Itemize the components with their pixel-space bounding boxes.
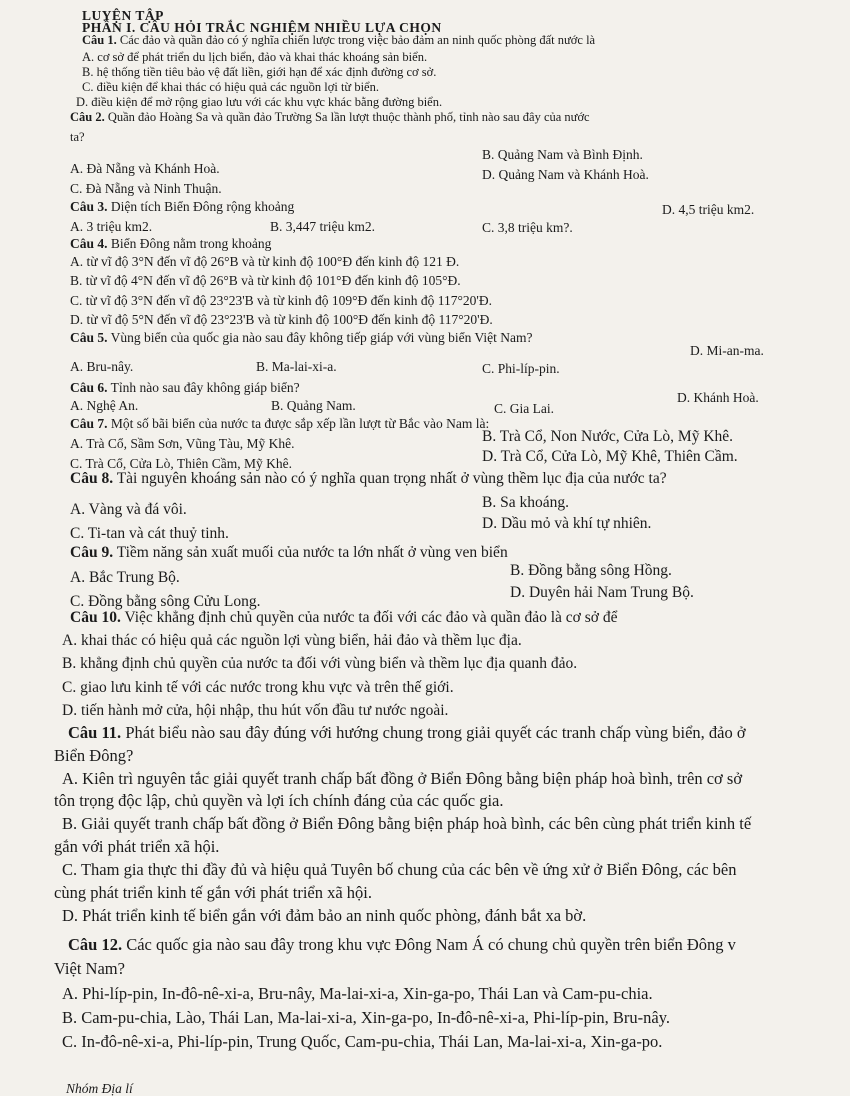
question-text: Quần đảo Hoàng Sa và quần đảo Trường Sa lần lượt thuộc thành phố, tỉnh nào sau đây của nước	[107, 110, 590, 124]
option-d[interactable]: D. 4,5 triệu km2.	[662, 202, 755, 217]
option-c-cont[interactable]: cùng phát triển kinh tế gắn với phát triển xã hội.	[54, 883, 373, 902]
option-d[interactable]: D. tiến hành mở cửa, hội nhập, thu hút vốn đầu tư nước ngoài.	[62, 702, 449, 719]
question-number: Câu 1.	[82, 33, 117, 47]
footer-group-name: Nhóm Địa lí	[66, 1081, 133, 1096]
option-a[interactable]: A. Trà Cổ, Sầm Sơn, Vũng Tàu, Mỹ Khê.	[70, 436, 295, 451]
option-b[interactable]: B. Ma-lai-xi-a.	[256, 359, 337, 374]
question-stem	[70, 237, 271, 251]
question-stem	[70, 471, 667, 487]
question-number: Câu 3.	[70, 199, 108, 214]
option-c[interactable]: C. Gia Lai.	[494, 401, 554, 416]
question-text: Diện tích Biển Đông rộng khoảng	[110, 199, 295, 214]
question-number: Câu 10.	[70, 609, 121, 626]
option-a[interactable]: A. khai thác có hiệu quả các nguồn lợi vùng biển, hải đảo và thềm lục địa.	[62, 632, 522, 649]
option-b[interactable]: B. Giải quyết tranh chấp bất đồng ở Biển Đông bằng biện pháp hoà bình, các bên cùng phát triển kinh tế	[62, 814, 752, 833]
option-b[interactable]: B. Trà Cổ, Non Nước, Cửa Lò, Mỹ Khê.	[482, 428, 734, 445]
option-c[interactable]: C. Đà Nẵng và Ninh Thuận.	[70, 181, 222, 196]
part-heading: PHẦN I. CÂU HỎI TRẮC NGHIỆM NHIỀU LỰA CHỌN	[82, 20, 442, 35]
question-number: Câu 8.	[70, 470, 114, 487]
option-b[interactable]: B. 3,447 triệu km2.	[270, 219, 375, 234]
option-c[interactable]: C. từ vĩ độ 3°N đến vĩ độ 23°23'B và từ kinh độ 109°Đ đến kinh độ 117°20'Đ.	[70, 293, 492, 308]
option-d[interactable]: D. Trà Cổ, Cửa Lò, Mỹ Khê, Thiên Cầm.	[482, 448, 738, 465]
question-stem	[70, 200, 294, 214]
option-d[interactable]: D. Quảng Nam và Khánh Hoà.	[482, 167, 649, 182]
option-c[interactable]: C. điều kiện để khai thác có hiệu quả các nguồn lợi từ biển.	[82, 80, 379, 94]
option-c[interactable]: C. giao lưu kinh tế với các nước trong khu vực và trên thế giới.	[62, 679, 454, 696]
option-a[interactable]: A. 3 triệu km2.	[70, 219, 153, 234]
question-text: Một số bãi biển của nước ta được sắp xếp lần lượt từ Bắc vào Nam là:	[110, 416, 490, 431]
option-a[interactable]: A. Nghệ An.	[70, 398, 139, 413]
question-number: Câu 2.	[70, 110, 105, 124]
question-number: Câu 7.	[70, 416, 108, 431]
option-d[interactable]: D. Khánh Hoà.	[677, 390, 759, 405]
question-text: Các đảo và quần đảo có ý nghĩa chiến lược trong việc bảo đảm an ninh quốc phòng đất nước là	[119, 33, 596, 47]
question-stem	[68, 937, 736, 954]
option-a[interactable]: A. Kiên trì nguyên tắc giải quyết tranh chấp bất đồng ở Biển Đông bằng biện pháp hoà bình, trên cơ sở	[62, 769, 743, 788]
question-stem	[70, 381, 300, 395]
question-text: Tài nguyên khoáng sản nào có ý nghĩa quan trọng nhất ở vùng thềm lục địa của nước ta?	[116, 470, 667, 487]
question-text-cont: Việt Nam?	[54, 959, 125, 978]
question-number: Câu 6.	[70, 380, 108, 395]
option-c[interactable]: C. Trà Cổ, Cửa Lò, Thiên Cầm, Mỹ Khê.	[70, 456, 292, 471]
option-d[interactable]: D. Phát triển kinh tế biển gắn với đảm bảo an ninh quốc phòng, đánh bắt xa bờ.	[62, 906, 587, 925]
option-c[interactable]: C. Đồng bằng sông Cửu Long.	[70, 593, 261, 610]
question-stem	[68, 725, 746, 742]
option-b[interactable]: B. Sa khoáng.	[482, 494, 569, 511]
question-stem	[70, 331, 533, 345]
option-a[interactable]: A. cơ sở để phát triển du lịch biển, đảo và khai thác khoáng sản biển.	[82, 50, 428, 64]
option-c[interactable]: C. 3,8 triệu km?.	[482, 220, 573, 235]
question-stem	[70, 545, 508, 561]
option-d[interactable]: D. Duyên hải Nam Trung Bộ.	[510, 584, 694, 601]
option-b[interactable]: B. từ vĩ độ 4°N đến vĩ độ 26°B và từ kinh độ 101°Đ đến kinh độ 105°Đ.	[70, 273, 461, 288]
option-a[interactable]: A. Bru-nây.	[70, 359, 134, 374]
option-c[interactable]: C. Tham gia thực thi đầy đủ và hiệu quả Tuyên bố chung của các bên về ứng xử ở Biển Đông, các bên	[62, 860, 737, 879]
question-stem	[70, 111, 590, 124]
question-text: Vùng biển của quốc gia nào sau đây không tiếp giáp với vùng biển Việt Nam?	[110, 330, 533, 345]
option-b-cont[interactable]: gắn với phát triển xã hội.	[54, 837, 220, 856]
section-title: LUYỆN TẬP	[82, 8, 164, 23]
question-text-cont: ta?	[70, 130, 85, 144]
option-b[interactable]: B. Quảng Nam và Bình Định.	[482, 147, 643, 162]
question-number: Câu 9.	[70, 544, 114, 561]
question-number: Câu 5.	[70, 330, 108, 345]
option-d[interactable]: D. điều kiện để mở rộng giao lưu với các khu vực khác bằng đường biển.	[76, 95, 443, 109]
question-stem	[70, 417, 489, 431]
option-d[interactable]: D. Dầu mỏ và khí tự nhiên.	[482, 515, 652, 532]
option-d[interactable]: D. từ vĩ độ 5°N đến vĩ độ 23°23'B và từ kinh độ 100°Đ đến kinh độ 117°20'Đ.	[70, 312, 493, 327]
option-b[interactable]: B. hệ thống tiền tiêu bảo vệ đất liền, giới hạn để xác định đường cơ sở.	[82, 65, 437, 79]
option-b[interactable]: B. Quảng Nam.	[271, 398, 356, 413]
question-stem	[82, 34, 595, 47]
option-c[interactable]: C. Ti-tan và cát thuỷ tinh.	[70, 525, 229, 542]
question-text: Biển Đông nằm trong khoảng	[110, 236, 272, 251]
option-a[interactable]: A. Bắc Trung Bộ.	[70, 569, 180, 586]
option-d[interactable]: D. Mi-an-ma.	[690, 343, 764, 358]
option-c[interactable]: C. In-đô-nê-xi-a, Phi-líp-pin, Trung Quốc, Cam-pu-chia, Thái Lan, Ma-lai-xi-a, Xin-ga-po.	[62, 1032, 663, 1051]
option-b[interactable]: B. khẳng định chủ quyền của nước ta đối với vùng biển và thềm lục địa quanh đảo.	[62, 655, 578, 672]
question-text-cont: Biển Đông?	[54, 746, 134, 765]
question-text: Tỉnh nào sau đây không giáp biển?	[110, 380, 300, 395]
question-text: Phát biểu nào sau đây đúng với hướng chung trong giải quyết các tranh chấp vùng biển, đảo ở	[125, 723, 746, 742]
question-number: Câu 12.	[68, 935, 123, 954]
question-text: Các quốc gia nào sau đây trong khu vực Đông Nam Á có chung chủ quyền trên biển Đông v	[126, 935, 736, 954]
option-c[interactable]: C. Phi-líp-pin.	[482, 361, 560, 376]
question-number: Câu 11.	[68, 723, 122, 742]
question-text: Tiềm năng sản xuất muối của nước ta lớn nhất ở vùng ven biển	[116, 544, 508, 561]
option-a[interactable]: A. Phi-líp-pin, In-đô-nê-xi-a, Bru-nây, Ma-lai-xi-a, Xin-ga-po, Thái Lan và Cam-pu-chia.	[62, 984, 653, 1003]
option-a-cont[interactable]: tôn trọng độc lập, chủ quyền và lợi ích chính đáng của các quốc gia.	[54, 791, 504, 810]
option-b[interactable]: B. Cam-pu-chia, Lào, Thái Lan, Ma-lai-xi-a, Xin-ga-po, In-đô-nê-xi-a, Phi-líp-pin, Bru-nây.	[62, 1008, 671, 1027]
option-a[interactable]: A. Vàng và đá vôi.	[70, 501, 187, 518]
question-stem	[70, 610, 617, 626]
option-a[interactable]: A. từ vĩ độ 3°N đến vĩ độ 26°B và từ kinh độ 100°Đ đến kinh độ 121 Đ.	[70, 254, 460, 269]
question-number: Câu 4.	[70, 236, 108, 251]
option-a[interactable]: A. Đà Nẵng và Khánh Hoà.	[70, 161, 220, 176]
question-text: Việc khẳng định chủ quyền của nước ta đối với các đảo và quần đảo là cơ sở để	[124, 609, 618, 626]
option-b[interactable]: B. Đồng bằng sông Hồng.	[510, 562, 672, 579]
